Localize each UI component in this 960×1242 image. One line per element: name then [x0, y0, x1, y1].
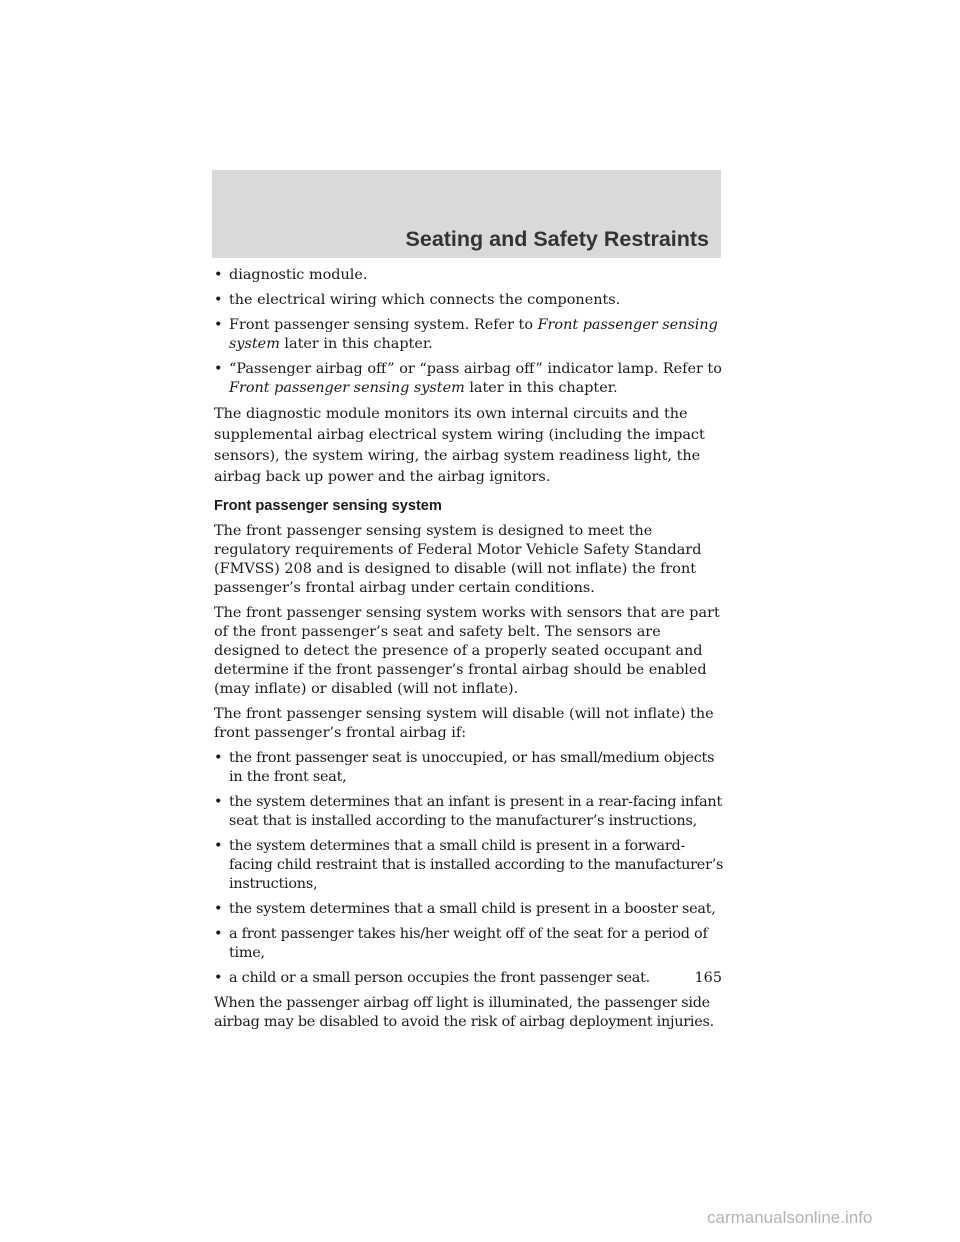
- list-item: [214, 291, 724, 310]
- section-paragraph: When the passenger airbag off light is illuminated, the passenger side airbag may be disabled to avoid the risk of airbag deployment injuries.: [214, 995, 714, 1030]
- bullet-glyph: •: [214, 317, 223, 333]
- cross-reference-link[interactable]: Front passenger sensing system: [229, 317, 718, 352]
- list-item-text: the system determines that an infant is present in a rear-facing infant seat that is installed according to the manufacturer’s instructions,: [229, 794, 722, 829]
- list-item: [214, 900, 724, 919]
- list-item-text: the electrical wiring which connects the components.: [229, 292, 621, 308]
- section-heading: Front passenger sensing system: [214, 498, 442, 514]
- chapter-header-band: [212, 170, 721, 258]
- list-item: [214, 837, 724, 894]
- list-item-text: later in this chapter.: [464, 380, 618, 396]
- list-item-text: Front passenger sensing system. Refer to: [229, 317, 538, 333]
- list-item: [214, 749, 724, 787]
- bullet-glyph: •: [214, 292, 223, 308]
- list-item-text: a child or a small person occupies the front passenger seat.: [229, 970, 650, 986]
- section-paragraph: The front passenger sensing system works with sensors that are part of the front passenger’s seat and safety belt. The sensors are designed to detect the presence of a properly seated occupant and determine if the front passenger’s frontal airbag should be enabled (may inflate) or disabled (will not inflate).: [214, 605, 720, 697]
- chapter-title: Seating and Safety Restraints: [405, 227, 709, 251]
- bullet-glyph: •: [214, 970, 223, 986]
- list-item: [214, 266, 724, 285]
- condition-list: [214, 749, 724, 988]
- list-item-text: “Passenger airbag off” or “pass airbag off” indicator lamp. Refer to: [229, 361, 722, 377]
- list-item-text: the front passenger seat is unoccupied, or has small/medium objects in the front seat,: [229, 750, 715, 785]
- bullet-glyph: •: [214, 267, 223, 283]
- section-paragraph: The front passenger sensing system is designed to meet the regulatory requirements of Federal Motor Vehicle Safety Standard (FMVSS) 208 and is designed to disable (will not inflate) the front passenger’s frontal airbag under certain conditions.: [214, 523, 702, 596]
- list-item-text: the system determines that a small child is present in a forward-facing child restraint that is installed according to the manufacturer’s instructions,: [229, 838, 724, 892]
- section-paragraph: The front passenger sensing system will disable (will not inflate) the front passenger’s frontal airbag if:: [214, 706, 714, 741]
- list-item-text: the system determines that a small child is present in a booster seat,: [229, 901, 716, 917]
- list-item-text: later in this chapter.: [279, 336, 433, 352]
- list-item: [214, 925, 724, 963]
- page-body: [214, 266, 724, 1038]
- list-item: [214, 793, 724, 831]
- site-watermark: carmanualsonline.info: [707, 1208, 873, 1227]
- bullet-glyph: •: [214, 926, 223, 942]
- list-item-text: a front passenger takes his/her weight off of the seat for a period of time,: [229, 926, 708, 961]
- list-item: [214, 360, 724, 398]
- list-item: [214, 969, 724, 988]
- list-item-text: diagnostic module.: [229, 267, 368, 283]
- bullet-glyph: •: [214, 838, 223, 854]
- list-item: [214, 316, 724, 354]
- bullet-glyph: •: [214, 794, 223, 810]
- cross-reference-link[interactable]: Front passenger sensing system: [229, 380, 465, 396]
- page-number: 165: [694, 970, 722, 986]
- bullet-glyph: •: [214, 750, 223, 766]
- component-list: [214, 266, 724, 398]
- bullet-glyph: •: [214, 361, 223, 377]
- bullet-glyph: •: [214, 901, 223, 917]
- diagnostic-paragraph: The diagnostic module monitors its own internal circuits and the supplemental airbag electrical system wiring (including the impact sensors), the system wiring, the airbag system readiness light, the airbag back up power and the airbag ignitors.: [214, 406, 705, 485]
